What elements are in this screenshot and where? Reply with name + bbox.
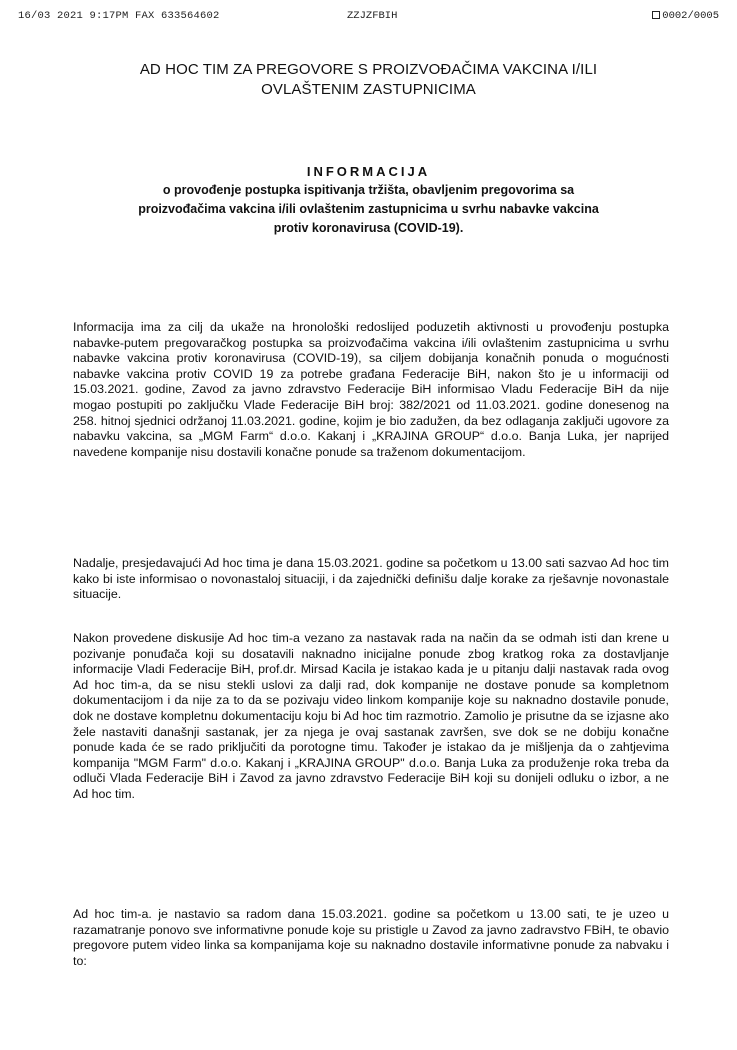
fax-sender-id: ZZJZFBIH: [347, 10, 398, 22]
body-paragraph-4: Ad hoc tim-a. je nastavio sa radom dana 15.03.2021. godine sa početkom u 13.00 sati, te je uzeo u razamatranje ponovo sve informativne ponude koje su pristigle u Zavod za javno zadravstvo FBiH, te obavio pregovore putem video linka sa kompanijama koje su naknadno dostavile informativne ponude za nabvaku i to:: [73, 907, 669, 968]
fax-page-box-icon: [652, 11, 660, 19]
document-title: [60, 60, 677, 100]
fax-page-number: [652, 10, 719, 22]
body-paragraph-1: Informacija ima za cilj da ukaže na hronološki redoslijed poduzetih aktivnosti u provođenju postupka nabavke-putem pregovaračkog postupka sa proizvođačima vakcina i/ili ovlaštenim zastupnicima u svrhu nabavke vakcina protiv koronavirusa (COVID-19), sa ciljem dobijanja konačnih ponuda o mogućnosti nabavke vakcina protiv COVID 19 za potrebe građana Federacije BiH, nakon što je u informaciji od 15.03.2021. godine, Zavod za javno zdravstvo Federacije BiH informisao Vladu Federacije BiH da nije mogao postupiti po zaključku Vlade Federacije BiH broj: 382/2021 od 11.03.2021. godine donesenog na 258. hitnoj sjednici održanoj 11.03.2021. godine, kojim je bio zadužen, da bez odlaganja zaključi ugovore za nabavku vakcina, sa „MGM Farm“ d.o.o. Kakanj i „KRAJINA GROUP“ d.o.o. Banja Luka, jer naprijed navedene kompanije nisu dostavili konačne ponude sa traženom dokumentacijom.: [73, 320, 669, 459]
body-paragraph-2: Nadalje, presjedavajući Ad hoc tima je dana 15.03.2021. godine sa početkom u 13.00 sati sazvao Ad hoc tim kako bi iste informisao o novonastaloj situaciji, i da zajednički definišu dalje korake za rješavnje novonastale situacije.: [73, 556, 669, 602]
fax-datetime-number: 16/03 2021 9:17PM FAX 633564602: [18, 10, 220, 22]
document-title-line-2: OVLAŠTENIM ZASTUPNICIMA: [261, 81, 476, 98]
document-title-line-1: AD HOC TIM ZA PREGOVORE S PROIZVOĐAČIMA VAKCINA I/ILI: [139, 61, 598, 78]
information-heading: INFORMACIJA: [306, 164, 431, 179]
fax-header: [0, 10, 737, 26]
information-subtitle: o provođenje postupka ispitivanja tržišta, obavljenim pregovorima sa proizvođačima vakcina i/ili ovlaštenim zastupnicima u svrhu nabavke vakcina protiv koronavirusa (COVID-19).: [138, 183, 599, 235]
fax-page-label: 0002/0005: [662, 10, 719, 22]
body-paragraph-3: Nakon provedene diskusije Ad hoc tim-a vezano za nastavak rada na način da se odmah isti dan krene u pozivanje ponuđača koji su dosatavili naknadno inicijalne ponude zbog kratkog roka za dostavljanje informacije Vladi Federacije BiH, prof.dr. Mirsad Kacila je istakao kada je u pitanju dalji nastavak rada ovog Ad hoc tim-a, da se nisu stekli uslovi za dalji rad, dok kompanije ne dostave ponude sa kompletnom dokumentacijom i da nije za to da se pozivaju video linkom kompanije koje su naknadno dostavile ponude, dok ne dostave kompletnu dokumentaciju koju bi Ad hoc tim razmotrio. Zamolio je prisutne da se izjasne ako žele nastaviti današnji sastanak, jer za njega je ovaj sastanak završen, sve dok se ne dobiju konačne ponude kada će se rado priključiti da porotogne timu. Također je istakao da je mišljenja da o zahtjevima kompanija "MGM Farm" d.o.o. Kakanj i „KRAJINA GROUP" d.o.o. Banja Luka za produženje roka treba da odluči Vlada Federacije BiH i Zavod za javno zdravstvo Federacije BiH koji su donijeli odluku o izbor, a ne Ad hoc tim.: [73, 631, 669, 801]
